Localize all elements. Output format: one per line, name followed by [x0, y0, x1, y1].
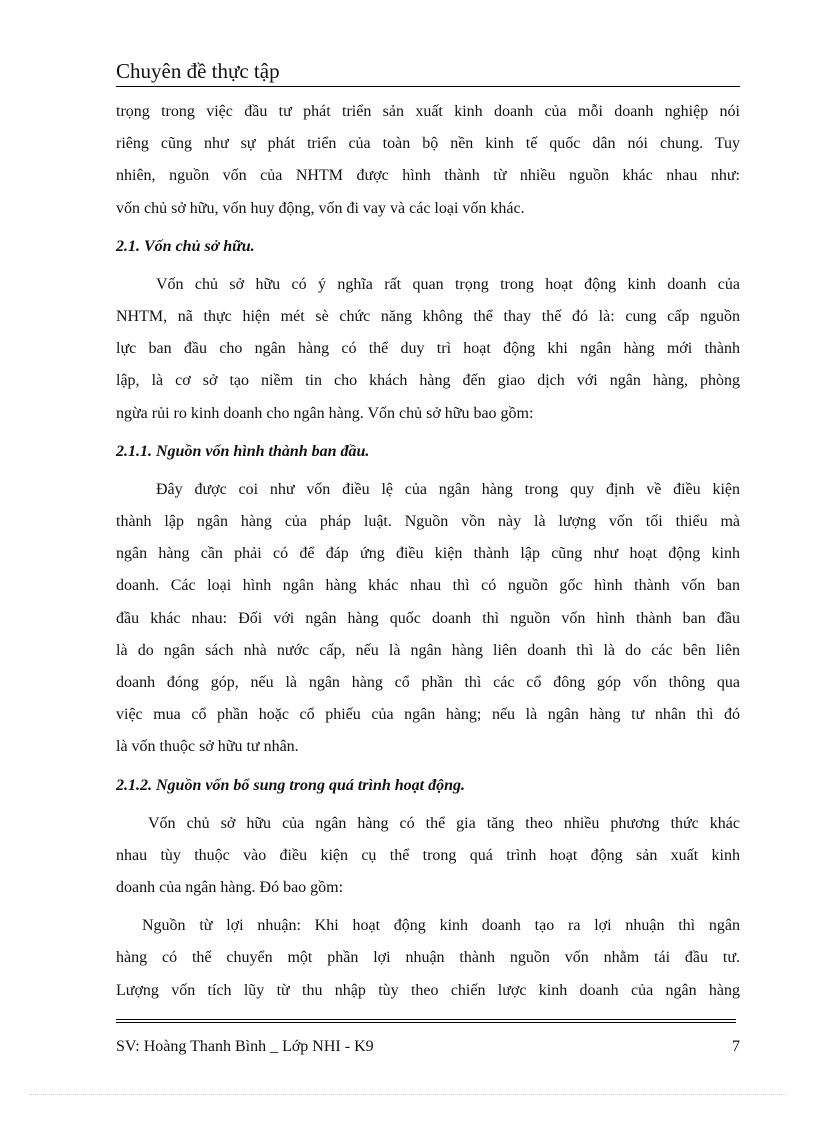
text-line: đầu khác nhau: Đối với ngân hàng quốc doanh thì nguồn vốn hình thành ban đầu	[116, 609, 740, 627]
section-paragraph	[116, 910, 740, 1007]
section-paragraph	[116, 474, 740, 764]
document-body	[116, 96, 740, 1007]
section-heading: 2.1.2. Nguồn vốn bổ sung trong quá trình hoạt động.	[116, 776, 465, 794]
footer-double-rule	[116, 1019, 736, 1023]
page-number: 7	[732, 1038, 740, 1055]
page-bottom-divider	[30, 1094, 786, 1095]
text-line: lực ban đầu cho ngân hàng có thể duy trì hoạt động khi ngân hàng mới thành	[116, 340, 740, 358]
section-paragraph	[116, 269, 740, 430]
text-line: là vốn thuộc sở hữu tư nhân.	[116, 738, 299, 756]
text-line: riêng cũng như sự phát triển của toàn bộ nền kinh tế quốc dân nói chung. Tuy	[116, 135, 740, 153]
text-line: hàng có thể chuyển một phần lợi nhuận thành nguồn vốn nhằm tái đầu tư.	[116, 949, 740, 967]
text-line: việc mua cổ phần hoặc cổ phiếu của ngân hàng; nếu là ngân hàng tư nhân thì đó	[116, 706, 740, 724]
text-line: là do ngân sách nhà nước cấp, nếu là ngân hàng liên doanh thì là do các bên liên	[116, 641, 740, 659]
text-line: thành lập ngân hàng của pháp luật. Nguồn vồn này là lượng vốn tối thiểu mà	[116, 513, 740, 531]
section-paragraph	[116, 808, 740, 905]
section-heading: 2.1.1. Nguồn vốn hình thành ban đầu.	[116, 442, 370, 460]
section-heading: 2.1. Vốn chủ sở hữu.	[116, 237, 255, 255]
page-header	[116, 58, 740, 87]
text-line: lập, là cơ sở tạo niềm tin cho khách hàng đến giao dịch với ngân hàng, phòng	[116, 372, 740, 390]
text-line: ngừa rủi ro kinh doanh cho ngân hàng. Vốn chủ sở hữu bao gồm:	[116, 404, 534, 422]
text-line: ngân hàng cần phải có để đáp ứng điều kiện thành lập cũng như hoạt động kinh	[116, 545, 740, 563]
text-line: doanh đóng góp, nếu là ngân hàng cổ phần thì các cổ đông góp vốn thông qua	[116, 674, 740, 692]
footer-author: SV: Hoàng Thanh Bình _ Lớp NHI - K9	[116, 1038, 374, 1055]
text-line: Nguồn từ lợi nhuận: Khi hoạt động kinh doanh tạo ra lợi nhuận thì ngân	[142, 917, 740, 935]
header-title: Chuyên đề thực tập	[116, 59, 280, 83]
text-line: Vốn chủ sở hữu của ngân hàng có thể gia tăng theo nhiều phương thức khác	[148, 814, 740, 832]
page-footer	[116, 1036, 740, 1058]
text-line: trọng trong việc đầu tư phát triển sản xuất kinh doanh của mỗi doanh nghiệp nói	[116, 103, 740, 120]
text-line: Lượng vốn tích lũy từ thu nhập tùy theo chiến lược kinh doanh của ngân hàng	[116, 981, 740, 999]
text-line: doanh. Các loại hình ngân hàng khác nhau thì có nguồn gốc hình thành vốn ban	[116, 577, 740, 595]
text-line: doanh của ngân hàng. Đó bao gồm:	[116, 879, 344, 897]
text-line: Đây được coi như vốn điều lệ của ngân hàng trong quy định về điều kiện	[156, 480, 740, 498]
intro-paragraph	[116, 96, 740, 225]
text-line: vốn chủ sở hữu, vốn huy động, vốn đi vay và các loại vốn khác.	[116, 199, 525, 217]
text-line: nhau tùy thuộc vào điều kiện cụ thể trong quá trình hoạt động sản xuất kinh	[116, 846, 740, 864]
text-line: NHTM, nã thực hiện mét sè chức năng không thể thay thế đó là: cung cấp nguồn	[116, 308, 740, 326]
text-line: nhiên, nguồn vốn của NHTM được hình thành từ nhiều nguồn khác nhau như:	[116, 167, 740, 185]
text-line: Vốn chủ sở hữu có ý nghĩa rất quan trọng trong hoạt động kinh doanh của	[156, 275, 740, 293]
